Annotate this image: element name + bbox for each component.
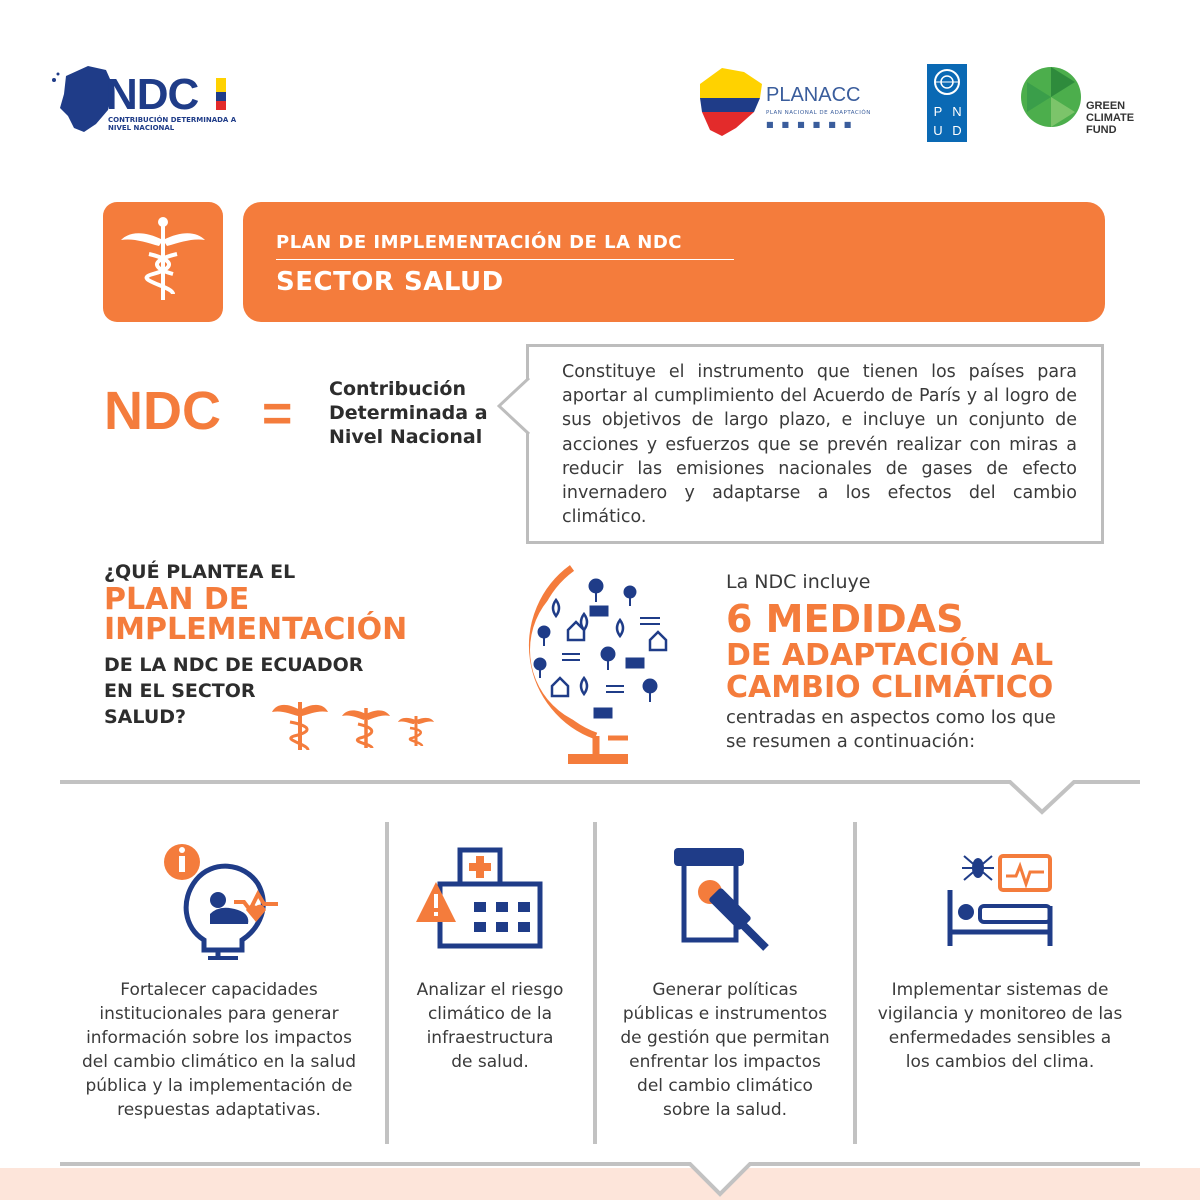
banner-icon-box	[103, 202, 223, 322]
gcf-logo	[1020, 66, 1160, 146]
lightbulb-info-icon	[160, 840, 278, 964]
banner-divider	[276, 259, 734, 260]
pnud-letter: N	[952, 104, 962, 119]
item-line: respuestas adaptativas.	[117, 1100, 321, 1120]
ndc-meaning-line: Contribución	[329, 378, 466, 400]
question-intro: ¿QUÉ PLANTEA EL	[104, 561, 296, 583]
pnud-letter: D	[952, 123, 962, 138]
item-line: Fortalecer capacidades	[120, 980, 318, 1000]
measures-tail	[726, 706, 1106, 754]
item-4-text	[860, 978, 1140, 1074]
caduceus-row-icon	[272, 696, 442, 754]
measures-title-line: CAMBIO CLIMÁTICO	[726, 670, 1054, 705]
planacc-logo	[692, 62, 892, 142]
item-line: pública y la implementación de	[85, 1076, 353, 1096]
measures-tail-line: centradas en aspectos como los que	[726, 707, 1056, 728]
question-highlight-line: PLAN DE	[104, 582, 250, 617]
gcf-line: CLIMATE	[1086, 112, 1135, 124]
banner-title: SECTOR SALUD	[276, 267, 504, 297]
item-line: infraestructura	[426, 1028, 554, 1048]
item-2-text	[390, 978, 590, 1074]
measures-intro: La NDC incluye	[726, 571, 871, 593]
item-3-text	[600, 978, 850, 1122]
ndc-meaning-line: Determinada a	[329, 402, 488, 424]
measures-tail-line: se resumen a continuación:	[726, 731, 976, 752]
item-line: información sobre los impactos	[86, 1028, 352, 1048]
ndc-logo-letters: NDC	[106, 70, 199, 119]
flag-stripe-icon	[216, 78, 226, 110]
measures-count: 6 MEDIDAS	[726, 597, 964, 641]
ndc-meaning	[329, 377, 509, 449]
ndc-acronym: NDC	[104, 381, 221, 441]
un-emblem-icon	[927, 64, 967, 104]
banner-subtitle: PLAN DE IMPLEMENTACIÓN DE LA NDC	[276, 232, 683, 253]
section-divider-bottom	[0, 1156, 1200, 1200]
caduceus-icon	[103, 202, 223, 322]
callout-pointer	[497, 376, 531, 436]
ndc-description: Constituye el instrumento que tienen los países para aportar al cumplimiento del Acuerdo de París y al logro de sus objetivos de largo plazo, e incluye un conjunto de acciones y esfuerzos que se prevén realizar con miras a reducir las emisiones nacionales de gases de efecto invernadero y adaptarse a los efectos del cambio climático.	[562, 362, 1077, 528]
column-separator	[385, 822, 389, 1144]
item-line: enfermedades sensibles a	[888, 1028, 1112, 1048]
surveillance-bed-icon	[944, 846, 1056, 950]
hospital-risk-icon	[414, 846, 544, 952]
column-separator	[593, 822, 597, 1144]
measures-title	[726, 640, 1106, 704]
question-tail-line: EN EL SECTOR	[104, 680, 256, 702]
item-line: del cambio climático	[637, 1076, 813, 1096]
section-divider-top	[0, 776, 1200, 820]
question-highlight-line: IMPLEMENTACIÓN	[104, 612, 408, 647]
policy-document-icon	[670, 844, 780, 954]
item-line: sobre la salud.	[662, 1100, 788, 1120]
question-tail-line: SALUD?	[104, 706, 187, 728]
item-line: Implementar sistemas de	[891, 980, 1109, 1000]
item-line: de gestión que permitan	[620, 1028, 830, 1048]
planacc-subtitle: PLAN NACIONAL DE ADAPTACIÓN	[766, 110, 871, 116]
measures-title-line: DE ADAPTACIÓN AL	[726, 638, 1054, 673]
ecuador-flag-map-icon	[692, 62, 764, 142]
item-line: Analizar el riesgo	[416, 980, 564, 1000]
item-line: vigilancia y monitoreo de las	[877, 1004, 1123, 1024]
question-highlight	[104, 582, 424, 647]
title-banner	[243, 202, 1105, 322]
item-line: institucionales para generar	[99, 1004, 339, 1024]
item-line: públicas e instrumentos	[622, 1004, 828, 1024]
planacc-name: PLANACC	[766, 84, 861, 106]
item-line: climático de la	[427, 1004, 553, 1024]
pnud-letter: P	[933, 104, 943, 119]
pnud-letter: U	[933, 123, 943, 138]
gcf-text	[1086, 100, 1134, 136]
globe-illustration	[500, 556, 710, 770]
green-globe-icon	[1020, 66, 1082, 128]
gcf-line: GREEN	[1086, 100, 1126, 112]
pnud-logo	[927, 64, 967, 142]
item-line: del cambio climático en la salud	[81, 1052, 357, 1072]
item-line: enfrentar los impactos	[629, 1052, 821, 1072]
item-1-text	[64, 978, 374, 1122]
item-line: Generar políticas	[652, 980, 798, 1000]
item-line: los cambios del clima.	[905, 1052, 1095, 1072]
ndc-logo-subtitle: CONTRIBUCIÓN DETERMINADA A NIVEL NACIONAL	[108, 116, 237, 132]
equals-sign: =	[262, 385, 293, 443]
ndc-meaning-line: Nivel Nacional	[329, 426, 483, 448]
gcf-line: FUND	[1086, 124, 1117, 136]
planacc-icons: ■■■■■■	[766, 120, 860, 129]
ndc-logo	[48, 58, 238, 148]
column-separator	[853, 822, 857, 1144]
item-line: de salud.	[451, 1052, 529, 1072]
question-tail-line: DE LA NDC DE ECUADOR	[104, 654, 364, 676]
